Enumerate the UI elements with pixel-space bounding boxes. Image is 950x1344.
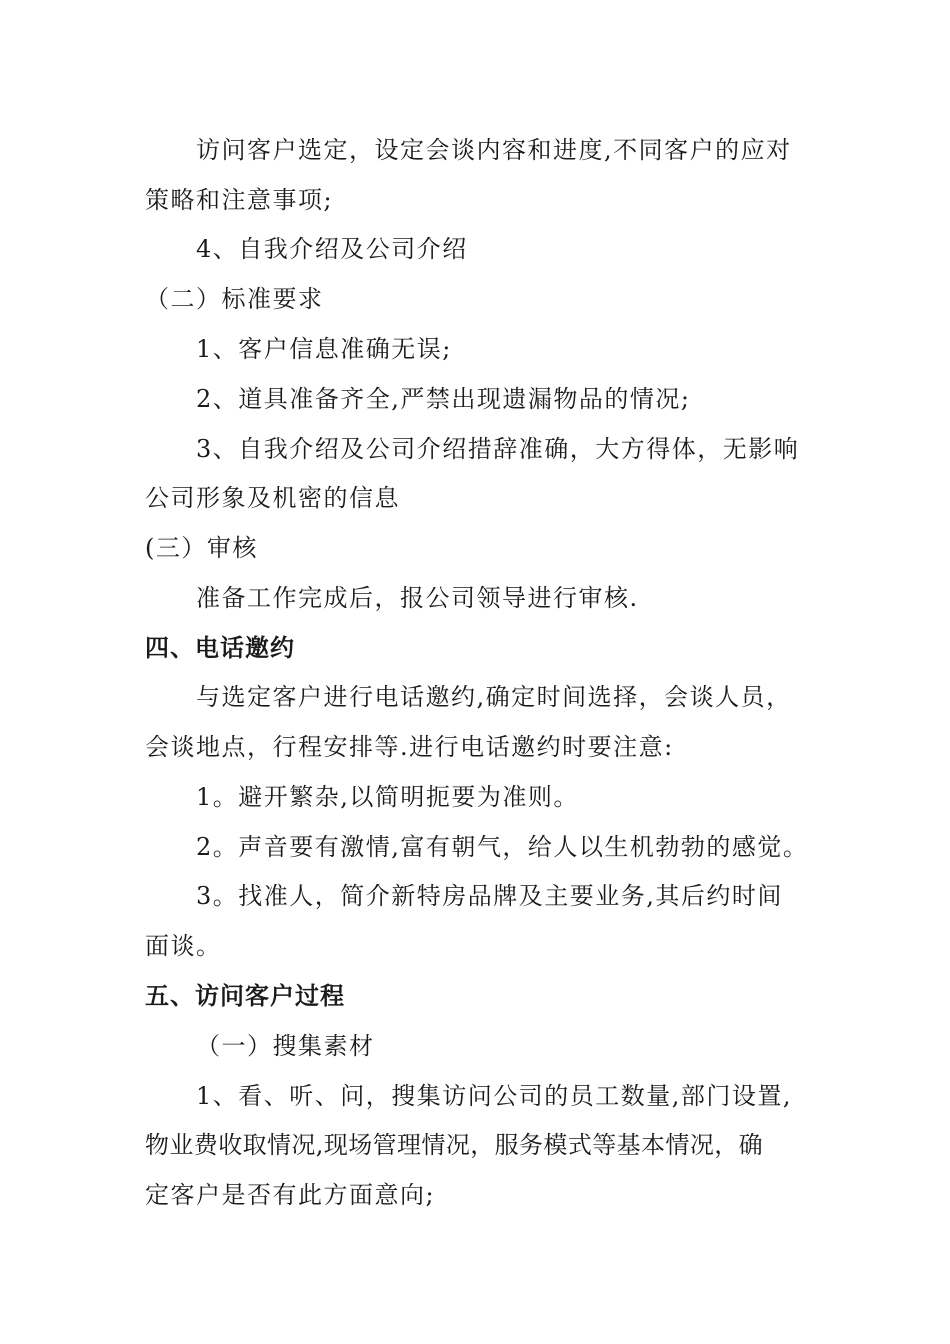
paragraph-line: 面谈。 [145, 932, 222, 960]
list-item: 2。声音要有激情,富有朝气，给人以生机勃勃的感觉。 [196, 833, 809, 861]
paragraph-line: 与选定客户进行电话邀约,确定时间选择，会谈人员， [196, 683, 792, 711]
section-heading: 五、访问客户过程 [145, 982, 345, 1010]
paragraph-line: 会谈地点，行程安排等.进行电话邀约时要注意: [145, 733, 674, 761]
paragraph-line: 公司形象及机密的信息 [145, 484, 400, 512]
subsection-heading: （二）标准要求 [145, 285, 324, 313]
list-item: 4、自我介绍及公司介绍 [196, 235, 468, 263]
paragraph-line: 访问客户选定，设定会谈内容和进度,不同客户的应对 [196, 136, 792, 164]
list-item: 1。避开繁杂,以简明扼要为准则。 [196, 783, 579, 811]
subsection-heading: （一）搜集素材 [196, 1032, 375, 1060]
paragraph-line: 准备工作完成后，报公司领导进行审核. [196, 584, 639, 612]
subsection-heading: (三）审核 [145, 534, 258, 562]
list-item: 1、客户信息准确无误; [196, 335, 452, 363]
paragraph-line: 物业费收取情况,现场管理情况，服务模式等基本情况，确 [145, 1131, 764, 1159]
list-item: 3、自我介绍及公司介绍措辞准确，大方得体，无影响 [196, 435, 800, 463]
paragraph-line: 定客户是否有此方面意向; [145, 1181, 436, 1209]
list-item: 1、看、听、问，搜集访问公司的员工数量,部门设置, [196, 1082, 793, 1110]
list-item: 2、道具准备齐全,严禁出现遗漏物品的情况; [196, 385, 691, 413]
paragraph-line: 策略和注意事项; [145, 186, 334, 214]
list-item: 3。找准人，简介新特房品牌及主要业务,其后约时间 [196, 882, 783, 910]
section-heading: 四、电话邀约 [145, 634, 295, 662]
